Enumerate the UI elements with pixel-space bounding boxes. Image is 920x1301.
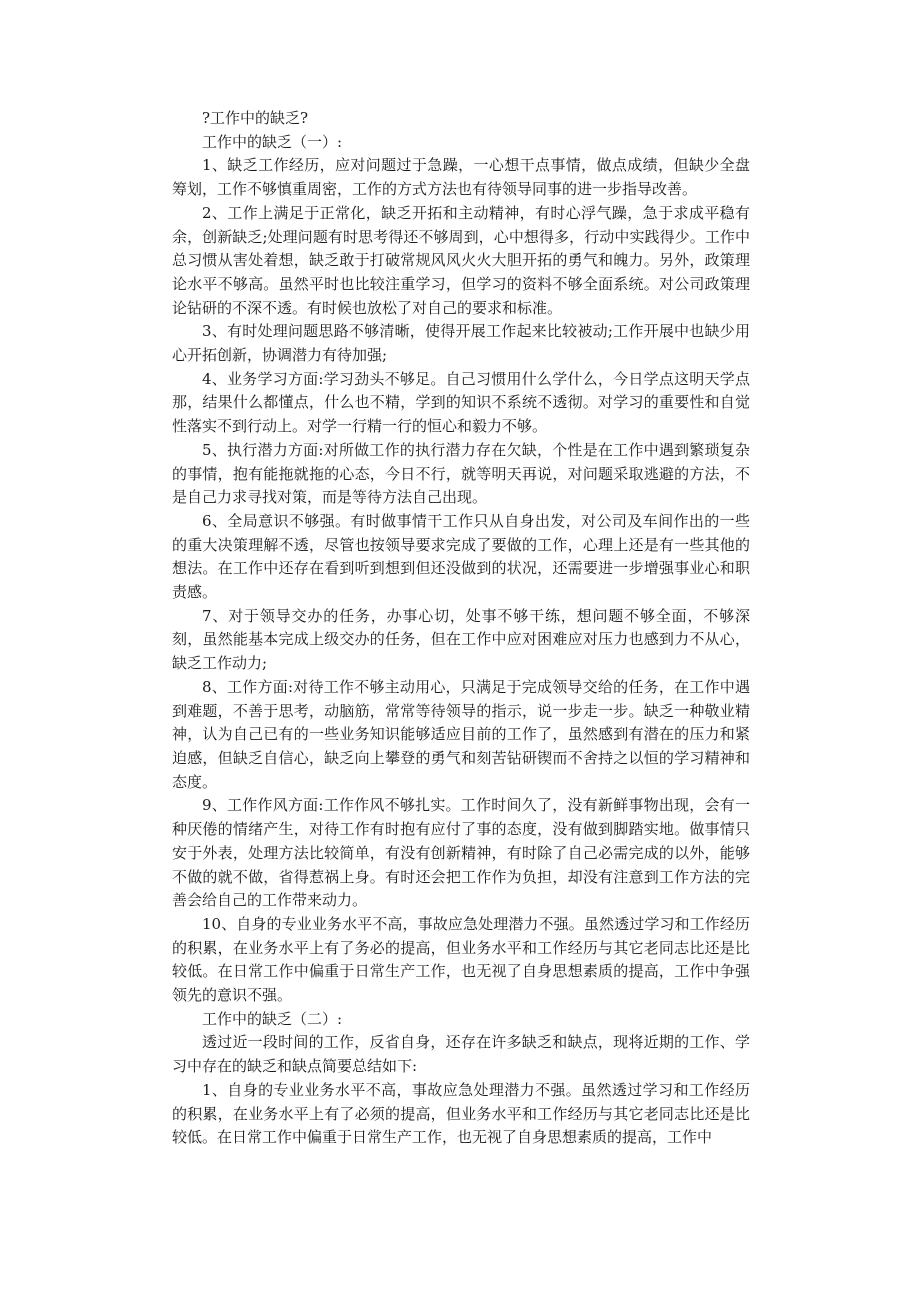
paragraph-1-3: 3、有时处理问题思路不够清晰，使得开展工作起来比较被动;工作开展中也缺少用心开拓创新，协调潜力有待加强; [172, 322, 750, 365]
section-heading-2: 工作中的缺乏（二）: [202, 1009, 343, 1028]
paragraph-1-1: 1、缺乏工作经历，应对问题过于急躁，一心想干点事情，做点成绩，但缺少全盘筹划，工作不够慎重周密，工作的方式方法也有待领导同事的进一步指导改善。 [172, 156, 750, 199]
document-body [172, 107, 750, 1150]
paragraph-2-1: 1、自身的专业业务水平不高，事故应急处理潜力不强。虽然透过学习和工作经历的积累，在业务水平上有了必须的提高，但业务水平和工作经历与其它老同志比还是比较低。在日常工作中偏重于日常生产工作，也无视了自身思想素质的提高，工作中 [172, 1080, 750, 1147]
paragraph-1-5: 5、执行潜力方面:对所做工作的执行潜力存在欠缺，个性是在工作中遇到繁琐复杂的事情，抱有能拖就拖的心态，今日不行，就等明天再说，对问题采取逃避的方法，不是自己力求寻找对策，而是等待方法自己出现。 [172, 440, 750, 507]
paragraph-1-7: 7、对于领导交办的任务，办事心切，处事不够干练，想问题不够全面，不够深刻，虽然能基本完成上级交办的任务，但在工作中应对困难应对压力也感到力不从心，缺乏工作动力; [172, 606, 750, 673]
paragraph-1-4: 4、业务学习方面:学习劲头不够足。自己习惯用什么学什么，今日学点这明天学点那，结果什么都懂点，什么也不精，学到的知识不系统不透彻。对学习的重要性和自觉性落实不到行动上。对学一行精一行的恒心和毅力不够。 [172, 369, 750, 436]
section-heading-1: 工作中的缺乏（一）: [202, 132, 343, 151]
paragraph-1-2: 2、工作上满足于正常化，缺乏开拓和主动精神，有时心浮气躁，急于求成平稳有余，创新缺乏;处理问题有时思考得还不够周到，心中想得多，行动中实践得少。工作中总习惯从害处着想，缺乏敢于打破常规风风火火大胆开拓的勇气和魄力。另外，政策理论水平不够高。虽然平时也比较注重学习，但学习的资料不够全面系统。对公司政策理论钻研的不深不透。有时候也放松了对自己的要求和标准。 [172, 203, 750, 317]
paragraph-1-10: 10、自身的专业业务水平不高，事故应急处理潜力不强。虽然透过学习和工作经历的积累，在业务水平上有了务必的提高，但业务水平和工作经历与其它老同志比还是比较低。在日常工作中偏重于日常生产工作，也无视了自身思想素质的提高，工作中争强领先的意识不强。 [172, 914, 750, 1005]
paragraph-1-6: 6、全局意识不够强。有时做事情干工作只从自身出发，对公司及车间作出的一些的重大决策理解不透，尽管也按领导要求完成了要做的工作，心理上还是有一些其他的想法。在工作中还存在看到听到想到但还没做到的状况，还需要进一步增强事业心和职责感。 [172, 511, 750, 602]
paragraph-1-8: 8、工作方面:对待工作不够主动用心，只满足于完成领导交给的任务，在工作中遇到难题，不善于思考，动脑筋，常常等待领导的指示，说一步走一步。缺乏一种敬业精神，认为自己已有的一些业务知识能够适应目前的工作了，虽然感到有潜在的压力和紧迫感，但缺乏自信心，缺乏向上攀登的勇气和刻苦钻研锲而不舍持之以恒的学习精神和态度。 [172, 677, 750, 791]
section-2-intro: 透过近一段时间的工作，反省自身，还存在许多缺乏和缺点，现将近期的工作、学习中存在的缺乏和缺点简要总结如下: [172, 1033, 750, 1076]
paragraph-1-9: 9、工作作风方面:工作作风不够扎实。工作时间久了，没有新鲜事物出现，会有一种厌倦的情绪产生，对待工作有时抱有应付了事的态度，没有做到脚踏实地。做事情只安于外表，处理方法比较简单，有没有创新精神，有时除了自己必需完成的以外，能够不做的就不做，省得惹祸上身。有时还会把工作作为负担，却没有注意到工作方法的完善会给自己的工作带来动力。 [172, 796, 750, 910]
document-title: ?工作中的缺乏? [202, 109, 309, 127]
